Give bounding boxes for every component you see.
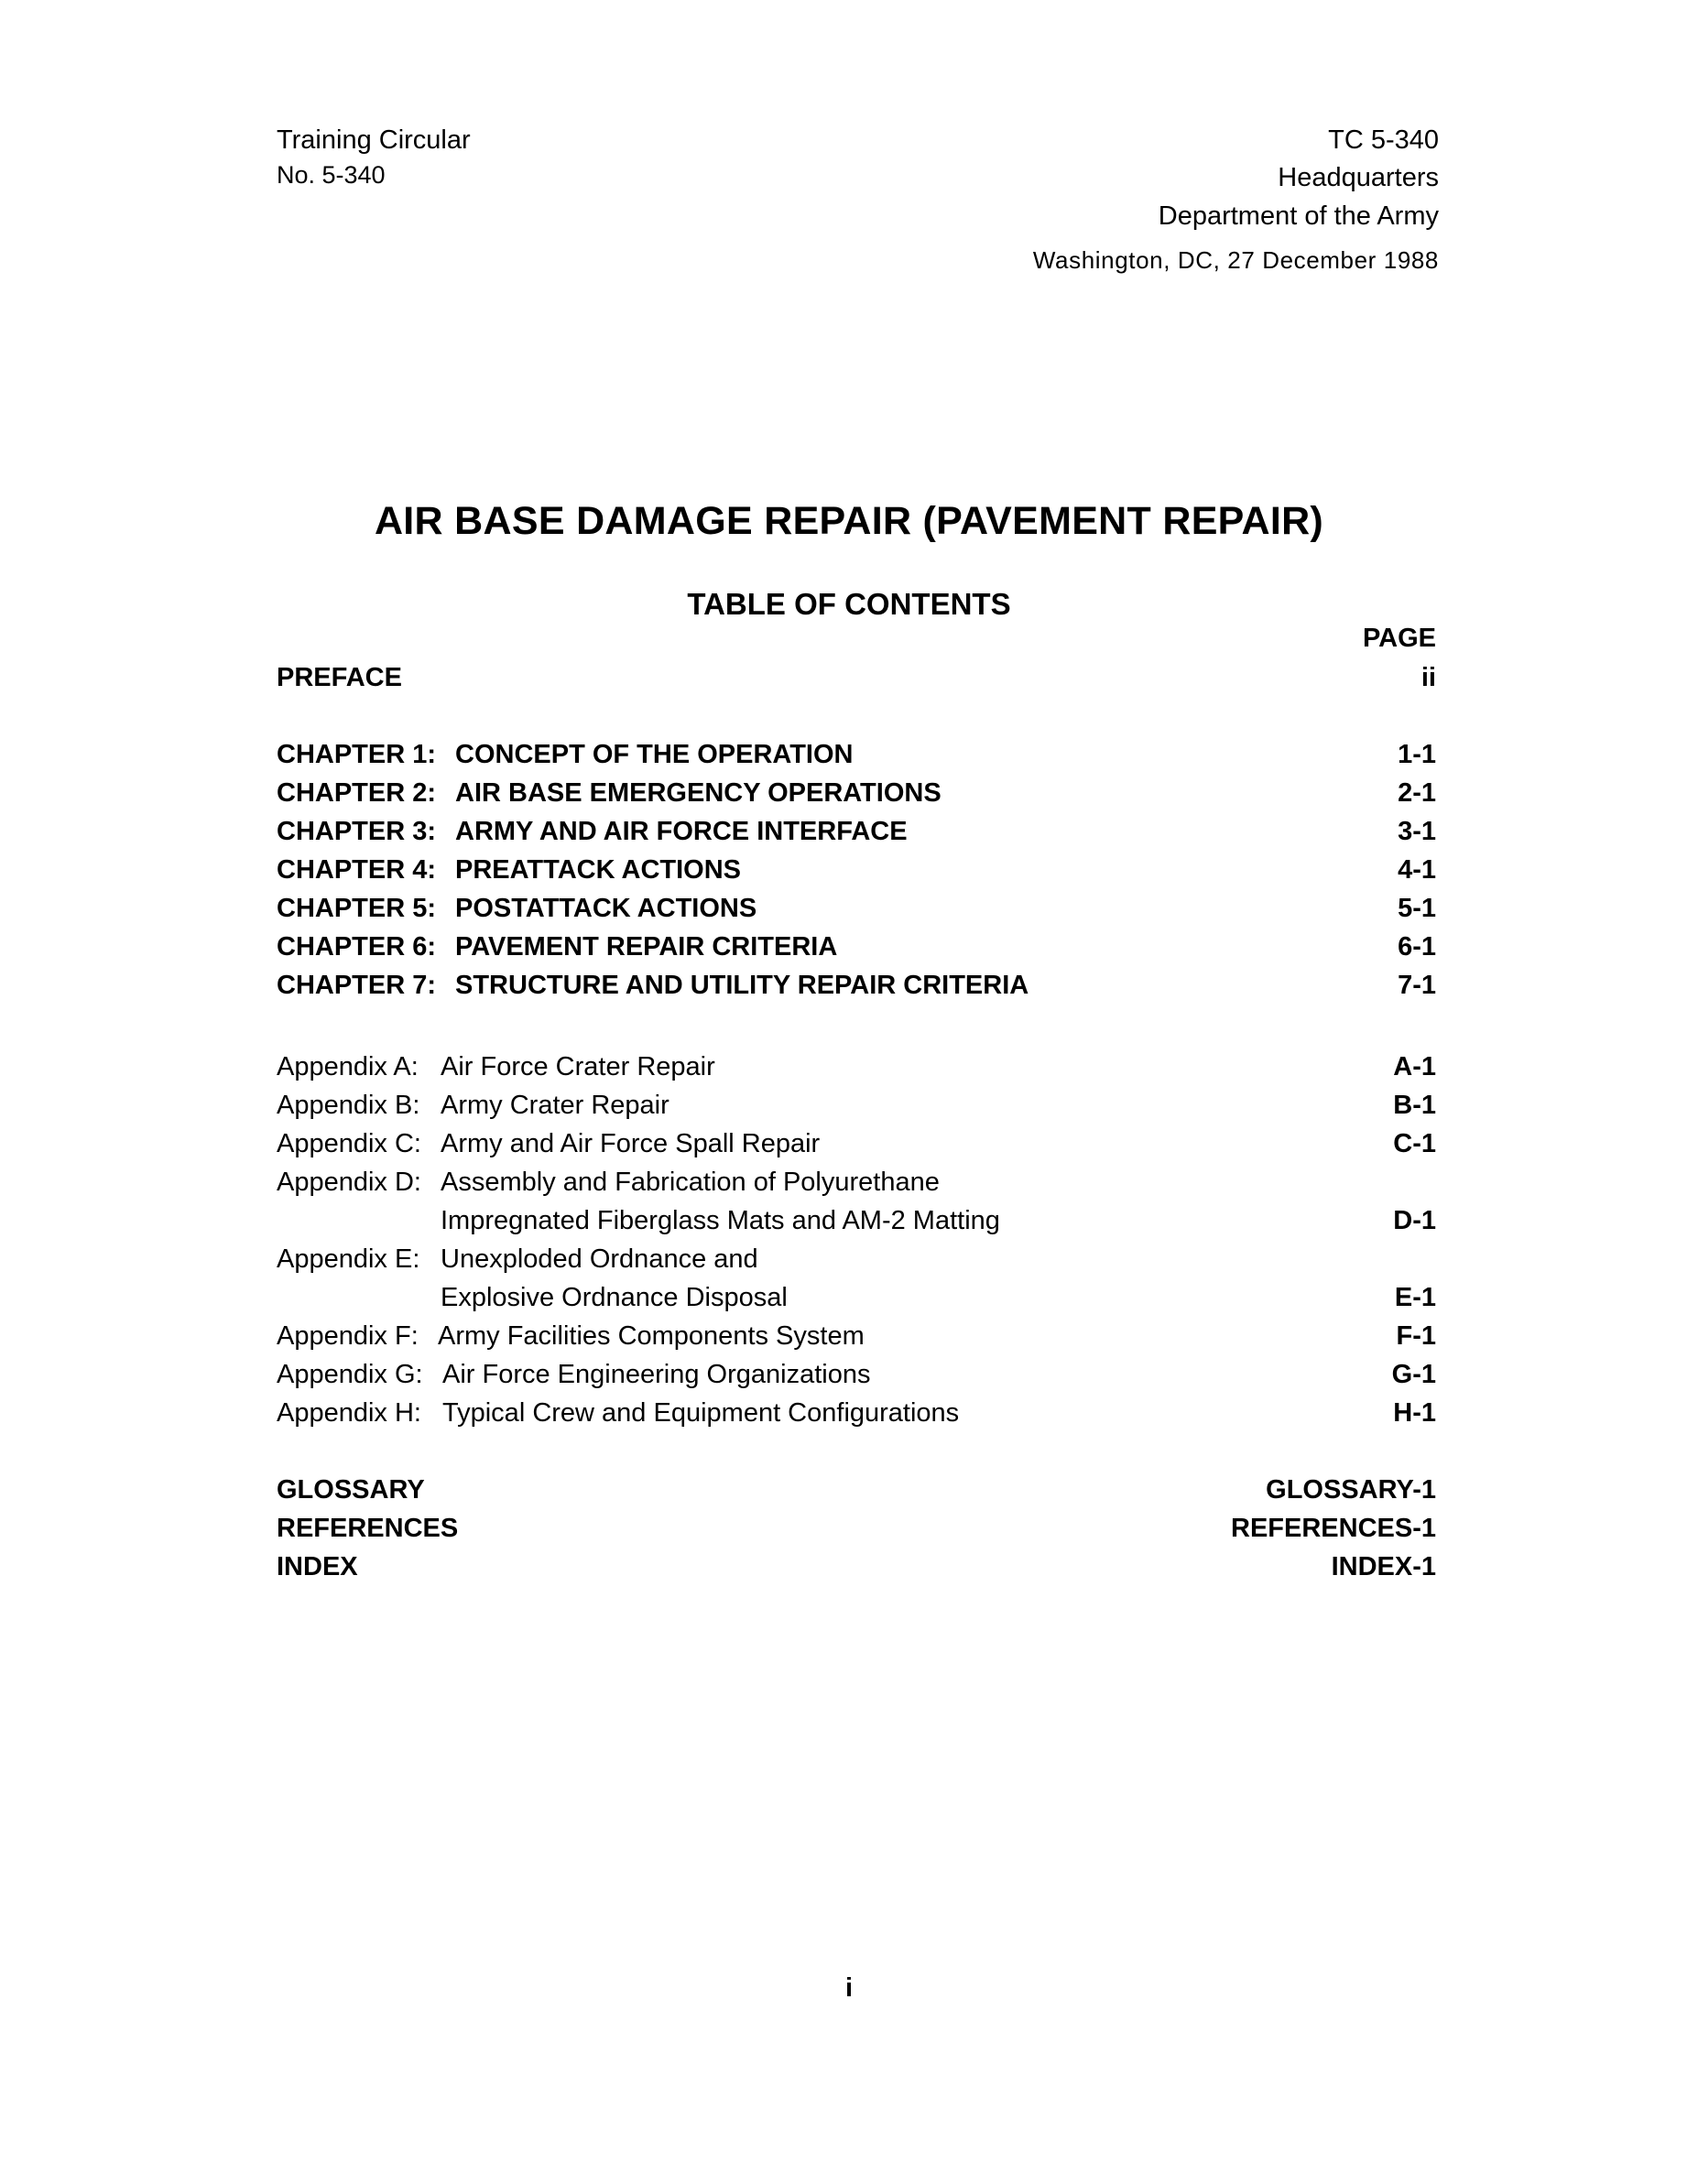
circular-title: Training Circular bbox=[277, 125, 471, 155]
toc-entry-appendix-e-cont[interactable] bbox=[277, 1282, 1436, 1313]
toc-entry-appendix-c[interactable] bbox=[277, 1128, 1436, 1159]
toc-entry-chapter-2[interactable] bbox=[277, 777, 1436, 809]
chapter-page: 5-1 bbox=[1398, 894, 1436, 923]
appendix-page: H-1 bbox=[1393, 1398, 1436, 1428]
toc-entry-appendix-g[interactable] bbox=[277, 1359, 1436, 1390]
circular-number: No. 5-340 bbox=[277, 161, 386, 189]
appendix-page: B-1 bbox=[1393, 1091, 1436, 1120]
appendix-page: A-1 bbox=[1393, 1052, 1436, 1081]
chapter-page: 2-1 bbox=[1398, 778, 1436, 808]
chapter-page: 7-1 bbox=[1398, 971, 1436, 1000]
toc-entry-label: PREFACE bbox=[277, 663, 402, 692]
appendix-label: Appendix G: bbox=[277, 1360, 423, 1389]
appendix-label: Appendix A: bbox=[277, 1052, 419, 1081]
appendix-title-continued: Impregnated Fiberglass Mats and AM-2 Matting bbox=[441, 1206, 1000, 1235]
chapter-label: CHAPTER 7: bbox=[277, 971, 437, 1000]
appendix-label: Appendix C: bbox=[277, 1129, 421, 1158]
toc-entry-index[interactable] bbox=[277, 1551, 1436, 1582]
toc-heading: TABLE OF CONTENTS bbox=[687, 587, 1011, 621]
toc-entry-references[interactable] bbox=[277, 1513, 1436, 1544]
chapter-title: POSTATTACK ACTIONS bbox=[455, 894, 757, 923]
chapter-title: ARMY AND AIR FORCE INTERFACE bbox=[455, 817, 908, 846]
toc-entry-chapter-1[interactable] bbox=[277, 739, 1436, 770]
chapter-label: CHAPTER 1: bbox=[277, 740, 437, 769]
toc-entry-appendix-a[interactable] bbox=[277, 1051, 1436, 1082]
toc-entry-appendix-f[interactable] bbox=[277, 1320, 1436, 1352]
toc-entry-appendix-d[interactable] bbox=[277, 1167, 1436, 1198]
toc-entry-chapter-4[interactable] bbox=[277, 854, 1436, 886]
appendix-title: Army Facilities Components System bbox=[438, 1321, 865, 1351]
toc-entry-chapter-3[interactable] bbox=[277, 816, 1436, 847]
toc-entry-appendix-b[interactable] bbox=[277, 1090, 1436, 1121]
appendix-title: Typical Crew and Equipment Configurations bbox=[442, 1398, 960, 1428]
appendix-title: Army Crater Repair bbox=[441, 1091, 669, 1120]
toc-entry-chapter-7[interactable] bbox=[277, 970, 1436, 1001]
chapter-label: CHAPTER 3: bbox=[277, 817, 437, 846]
toc-entry-appendix-h[interactable] bbox=[277, 1397, 1436, 1429]
appendix-page: C-1 bbox=[1393, 1129, 1436, 1158]
back-matter-page: GLOSSARY-1 bbox=[1266, 1475, 1436, 1505]
chapter-page: 4-1 bbox=[1398, 855, 1436, 885]
appendix-page: D-1 bbox=[1393, 1206, 1436, 1235]
appendix-page: F-1 bbox=[1396, 1321, 1436, 1351]
chapter-page: 1-1 bbox=[1398, 740, 1436, 769]
appendix-label: Appendix B: bbox=[277, 1091, 420, 1120]
appendix-label: Appendix D: bbox=[277, 1168, 421, 1197]
publication-date: Washington, DC, 27 December 1988 bbox=[1032, 246, 1439, 274]
back-matter-label: GLOSSARY bbox=[277, 1475, 425, 1505]
chapter-title: AIR BASE EMERGENCY OPERATIONS bbox=[455, 778, 942, 808]
document-title: AIR BASE DAMAGE REPAIR (PAVEMENT REPAIR) bbox=[374, 499, 1324, 543]
appendix-title: Assembly and Fabrication of Polyurethane bbox=[441, 1168, 940, 1197]
back-matter-page: INDEX-1 bbox=[1331, 1552, 1436, 1581]
appendix-page: G-1 bbox=[1391, 1360, 1436, 1389]
headquarters-label: Headquarters bbox=[1278, 163, 1439, 192]
document-id: TC 5-340 bbox=[1328, 125, 1439, 155]
appendix-title: Air Force Engineering Organizations bbox=[442, 1360, 871, 1389]
toc-entry-chapter-6[interactable] bbox=[277, 931, 1436, 962]
chapter-title: CONCEPT OF THE OPERATION bbox=[455, 740, 854, 769]
appendix-title: Air Force Crater Repair bbox=[441, 1052, 715, 1081]
chapter-label: CHAPTER 6: bbox=[277, 932, 437, 962]
back-matter-page: REFERENCES-1 bbox=[1231, 1514, 1436, 1543]
toc-entry-preface[interactable] bbox=[277, 662, 1436, 693]
appendix-title: Unexploded Ordnance and bbox=[441, 1244, 758, 1274]
toc-entry-appendix-e[interactable] bbox=[277, 1244, 1436, 1275]
chapter-title: STRUCTURE AND UTILITY REPAIR CRITERIA bbox=[455, 971, 1029, 1000]
appendix-label: Appendix F: bbox=[277, 1321, 419, 1351]
chapter-page: 6-1 bbox=[1398, 932, 1436, 962]
toc-entry-glossary[interactable] bbox=[277, 1474, 1436, 1505]
back-matter-label: INDEX bbox=[277, 1552, 358, 1581]
chapter-label: CHAPTER 4: bbox=[277, 855, 437, 885]
page-number: i bbox=[844, 1973, 854, 2003]
chapter-label: CHAPTER 5: bbox=[277, 894, 437, 923]
appendix-label: Appendix E: bbox=[277, 1244, 420, 1274]
chapter-title: PREATTACK ACTIONS bbox=[455, 855, 742, 885]
toc-entry-appendix-d-cont[interactable] bbox=[277, 1205, 1436, 1236]
appendix-title: Army and Air Force Spall Repair bbox=[441, 1129, 821, 1158]
chapter-label: CHAPTER 2: bbox=[277, 778, 437, 808]
toc-entry-chapter-5[interactable] bbox=[277, 893, 1436, 924]
appendix-page: E-1 bbox=[1394, 1283, 1436, 1312]
appendix-label: Appendix H: bbox=[277, 1398, 421, 1428]
chapter-title: PAVEMENT REPAIR CRITERIA bbox=[455, 932, 838, 962]
toc-entry-page: ii bbox=[1420, 663, 1436, 692]
department-label: Department of the Army bbox=[1158, 201, 1439, 231]
chapter-page: 3-1 bbox=[1398, 817, 1436, 846]
back-matter-label: REFERENCES bbox=[277, 1514, 459, 1543]
page-column-heading: PAGE bbox=[1362, 624, 1436, 653]
appendix-title-continued: Explosive Ordnance Disposal bbox=[441, 1283, 788, 1312]
